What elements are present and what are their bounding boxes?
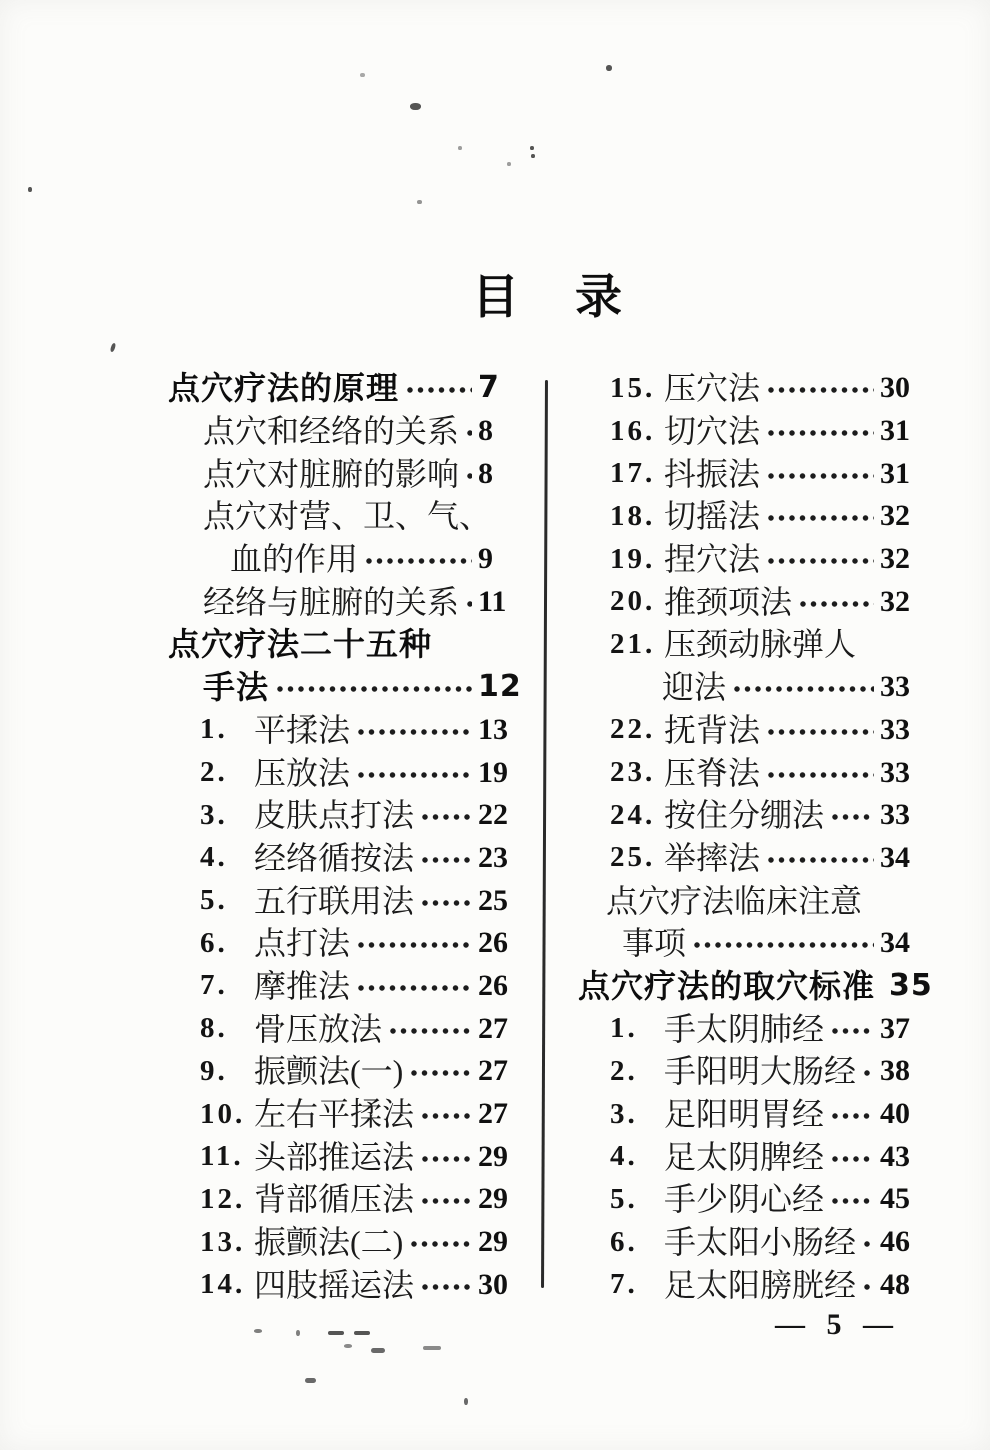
scan-speck: [530, 146, 534, 150]
entry-number: 4.: [200, 841, 228, 874]
entry-label: 压颈动脉弹人: [664, 626, 857, 663]
scan-speck: [606, 65, 612, 71]
entry-page-number: 26: [478, 926, 508, 960]
toc-entry: [168, 709, 514, 752]
toc-entry: [578, 965, 933, 1008]
entry-label: 捏穴法: [664, 541, 761, 578]
toc-entry: [578, 495, 916, 538]
dot-leader: [422, 1111, 472, 1121]
page-number-footer: — 5 —: [775, 1308, 900, 1341]
toc-entry: [168, 410, 514, 453]
scan-speck: [110, 343, 117, 353]
dot-leader: [864, 1239, 874, 1249]
entry-number: 7.: [200, 969, 228, 1002]
toc-entry: [168, 922, 514, 965]
entry-label: 经络与脏腑的关系: [203, 583, 460, 620]
entry-page-number: 38: [880, 1054, 910, 1088]
entry-label: 头部推运法: [254, 1138, 415, 1175]
toc-entry: [578, 879, 916, 922]
scan-speck: [360, 73, 365, 77]
entry-number: 9.: [200, 1054, 228, 1087]
entry-page-number: 43: [880, 1139, 910, 1173]
dot-leader: [832, 1026, 874, 1036]
entry-page-number: 29: [478, 1139, 508, 1173]
dot-leader: [358, 770, 472, 780]
entry-label: 四肢摇运法: [254, 1266, 415, 1303]
entry-number: 19.: [610, 542, 656, 575]
entry-label: 点穴疗法的原理: [168, 369, 400, 408]
entry-number: 21.: [610, 627, 656, 660]
dot-leader: [768, 471, 874, 481]
dot-leader: [768, 428, 874, 438]
toc-entry: [168, 1050, 514, 1093]
scan-speck: [464, 1398, 468, 1405]
entry-page-number: 19: [478, 755, 508, 789]
toc-entry: [168, 666, 522, 709]
toc-entry: [168, 1263, 514, 1306]
scan-speck: [458, 146, 462, 150]
entry-number: 8.: [200, 1012, 228, 1045]
entry-number: 4.: [610, 1140, 638, 1173]
dot-leader: [358, 727, 472, 737]
entry-page-number: 34: [880, 926, 910, 960]
entry-label: 手少阴心经: [664, 1181, 825, 1218]
entry-label: 血的作用: [230, 541, 359, 578]
entry-label: 抖振法: [664, 455, 761, 492]
entry-page-number: 32: [880, 584, 910, 618]
dot-leader: [422, 1154, 472, 1164]
toc-entry: [168, 367, 514, 410]
entry-page-number: 31: [880, 456, 910, 490]
entry-label: 平揉法: [254, 711, 351, 748]
entry-label: 切摇法: [664, 498, 761, 535]
entry-label: 皮肤点打法: [254, 797, 415, 834]
entry-page-number: 31: [880, 414, 910, 448]
entry-label: 压脊法: [664, 754, 761, 791]
entry-page-number: 33: [880, 712, 910, 746]
toc-entry: [578, 666, 916, 709]
toc-entry: [578, 623, 916, 666]
entry-number: 3.: [200, 798, 228, 831]
entry-page-number: 45: [880, 1182, 910, 1216]
toc-entry: [168, 452, 514, 495]
entry-page-number: 7: [478, 370, 500, 406]
scan-speck: [371, 1348, 385, 1353]
entry-label: 点穴疗法临床注意: [606, 882, 863, 919]
entry-label: 骨压放法: [254, 1010, 383, 1047]
entry-number: 5.: [610, 1182, 638, 1215]
entry-number: 12.: [200, 1182, 246, 1215]
entry-page-number: 30: [478, 1267, 508, 1301]
toc-entry: [168, 1178, 514, 1221]
entry-page-number: 27: [478, 1097, 508, 1131]
entry-number: 2.: [610, 1054, 638, 1087]
entry-label: 手太阳小肠经: [664, 1224, 857, 1261]
toc-entry: [168, 965, 514, 1008]
dot-leader: [832, 1196, 874, 1206]
entry-label: 推颈项法: [664, 583, 793, 620]
entry-label: 按住分绷法: [664, 797, 825, 834]
dot-leader: [358, 983, 472, 993]
scan-speck: [507, 162, 511, 166]
entry-label: 抚背法: [664, 711, 761, 748]
dot-leader: [768, 556, 874, 566]
entry-label: 点穴和经络的关系: [203, 413, 460, 450]
scan-speck: [354, 1331, 370, 1335]
toc-entry: [168, 1135, 514, 1178]
page-title: [472, 270, 622, 325]
dot-leader: [411, 1068, 472, 1078]
toc-entry: [578, 1263, 916, 1306]
entry-number: 3.: [610, 1097, 638, 1130]
entry-page-number: 25: [478, 883, 508, 917]
dot-leader: [800, 599, 874, 609]
entry-label: 点穴疗法的取穴标准: [578, 966, 876, 1005]
dot-leader: [358, 940, 472, 950]
dot-leader: [768, 385, 874, 395]
entry-number: 17.: [610, 457, 656, 490]
entry-number: 5.: [200, 884, 228, 917]
entry-number: 2.: [200, 756, 228, 789]
toc-entry: [578, 538, 916, 581]
toc-entry: [168, 837, 514, 880]
entry-label: 足阳明胃经: [664, 1096, 825, 1133]
entry-page-number: 29: [478, 1182, 508, 1216]
dot-leader: [768, 513, 874, 523]
entry-number: 18.: [610, 499, 656, 532]
dot-leader: [390, 1026, 472, 1036]
toc-entry: [578, 1050, 916, 1093]
dot-leader: [734, 684, 874, 694]
entry-number: 14.: [200, 1268, 246, 1301]
dot-leader: [832, 812, 874, 822]
title-char-mu: 目: [472, 270, 519, 325]
toc-column-right: [578, 367, 933, 1306]
entry-label: 迎法: [662, 669, 727, 706]
toc-entry: [168, 623, 514, 666]
toc-column-left: [168, 367, 522, 1306]
entry-label: 手法: [203, 668, 270, 707]
entry-page-number: 23: [478, 840, 508, 874]
dot-leader: [366, 556, 472, 566]
toc-entry: [168, 1007, 514, 1050]
entry-label: 左右平揉法: [254, 1096, 415, 1133]
entry-label: 足太阳膀胱经: [664, 1266, 857, 1303]
dot-leader: [277, 684, 472, 694]
dot-leader: [768, 727, 874, 737]
dot-leader: [768, 855, 874, 865]
dot-leader: [407, 385, 472, 395]
entry-label: 振颤法(二): [254, 1224, 404, 1261]
entry-number: 11.: [200, 1140, 244, 1173]
toc-entry: [168, 1221, 514, 1264]
entry-label: 切穴法: [664, 413, 761, 450]
entry-number: 16.: [610, 414, 656, 447]
entry-label: 压放法: [254, 754, 351, 791]
entry-number: 6.: [610, 1225, 638, 1258]
toc-entry: [168, 538, 514, 581]
entry-number: 24.: [610, 798, 656, 831]
dot-leader: [422, 898, 472, 908]
toc-entry: [578, 1007, 916, 1050]
entry-page-number: 13: [478, 712, 508, 746]
entry-page-number: 33: [880, 670, 910, 704]
scan-speck: [417, 200, 422, 204]
entry-page-number: 26: [478, 968, 508, 1002]
scan-speck: [28, 187, 32, 192]
title-char-lu: 录: [575, 270, 622, 325]
entry-label: 点打法: [254, 925, 351, 962]
dot-leader: [694, 940, 874, 950]
entry-label: 振颤法(一): [254, 1053, 404, 1090]
scan-speck: [531, 154, 535, 158]
toc-entry: [168, 879, 514, 922]
entry-label: 点穴对脏腑的影响: [203, 455, 460, 492]
toc-entry: [578, 751, 916, 794]
entry-page-number: 33: [880, 755, 910, 789]
toc-entry: [578, 1093, 916, 1136]
entry-number: 6.: [200, 926, 228, 959]
entry-page-number: 9: [478, 542, 493, 576]
entry-number: 25.: [610, 841, 656, 874]
dot-leader: [832, 1154, 874, 1164]
toc-entry: [578, 452, 916, 495]
entry-number: 7.: [610, 1268, 638, 1301]
entry-label: 五行联用法: [254, 882, 415, 919]
toc-entry: [578, 794, 916, 837]
toc-entry: [578, 410, 916, 453]
entry-page-number: 35: [889, 967, 933, 1003]
dot-leader: [768, 770, 874, 780]
entry-page-number: 40: [880, 1097, 910, 1131]
toc-entry: [578, 580, 916, 623]
entry-number: 13.: [200, 1225, 246, 1258]
entry-page-number: 34: [880, 840, 910, 874]
toc-entry: [168, 1093, 514, 1136]
toc-entry: [578, 1221, 916, 1264]
toc-entry: [578, 922, 916, 965]
toc-entry: [578, 1135, 916, 1178]
toc-entry: [168, 495, 514, 538]
entry-label: 手太阴肺经: [664, 1010, 825, 1047]
entry-page-number: 27: [478, 1054, 508, 1088]
scan-speck: [344, 1344, 352, 1348]
entry-label: 压穴法: [664, 370, 761, 407]
entry-label: 经络循按法: [254, 839, 415, 876]
entry-number: 22.: [610, 713, 656, 746]
entry-page-number: 8: [478, 414, 493, 448]
entry-page-number: 27: [478, 1011, 508, 1045]
entry-label: 摩推法: [254, 967, 351, 1004]
entry-number: 23.: [610, 756, 656, 789]
dot-leader: [832, 1111, 874, 1121]
dot-leader: [864, 1068, 874, 1078]
dot-leader: [422, 1282, 472, 1292]
dot-leader: [467, 599, 472, 609]
toc-entry: [578, 709, 916, 752]
entry-label: 点穴疗法二十五种: [168, 625, 433, 664]
scan-speck: [254, 1329, 262, 1333]
entry-label: 事项: [622, 925, 687, 962]
entry-page-number: 46: [880, 1225, 910, 1259]
entry-number: 10.: [200, 1097, 246, 1130]
dot-leader: [422, 812, 472, 822]
dot-leader: [467, 471, 472, 481]
entry-number: 1.: [610, 1012, 638, 1045]
scan-speck: [305, 1378, 316, 1383]
entry-page-number: 33: [880, 798, 910, 832]
scan-speck: [328, 1331, 344, 1335]
dot-leader: [467, 428, 472, 438]
entry-page-number: 48: [880, 1267, 910, 1301]
entry-page-number: 12: [478, 669, 522, 705]
scan-speck: [296, 1330, 300, 1336]
dot-leader: [422, 855, 472, 865]
entry-label: 手阳明大肠经: [664, 1053, 857, 1090]
dot-leader: [422, 1196, 472, 1206]
entry-label: 点穴对营、卫、气、: [203, 498, 492, 535]
dot-leader: [864, 1282, 874, 1292]
entry-page-number: 11: [478, 584, 507, 618]
toc-entry: [578, 367, 916, 410]
entry-page-number: 29: [478, 1225, 508, 1259]
entry-page-number: 30: [880, 371, 910, 405]
column-divider: [541, 380, 547, 1288]
dot-leader: [411, 1239, 472, 1249]
toc-entry: [168, 794, 514, 837]
entry-label: 举摔法: [664, 839, 761, 876]
entry-page-number: 37: [880, 1011, 910, 1045]
entry-number: 20.: [610, 585, 656, 618]
entry-page-number: 32: [880, 499, 910, 533]
entry-number: 1.: [200, 713, 228, 746]
toc-entry: [168, 580, 514, 623]
scan-speck: [423, 1346, 441, 1350]
toc-entry: [168, 751, 514, 794]
entry-label: 背部循压法: [254, 1181, 415, 1218]
entry-page-number: 8: [478, 456, 493, 490]
entry-page-number: 32: [880, 542, 910, 576]
entry-label: 足太阴脾经: [664, 1138, 825, 1175]
entry-number: 15.: [610, 371, 656, 404]
toc-entry: [578, 1178, 916, 1221]
scan-speck: [410, 103, 421, 110]
entry-page-number: 22: [478, 798, 508, 832]
toc-entry: [578, 837, 916, 880]
